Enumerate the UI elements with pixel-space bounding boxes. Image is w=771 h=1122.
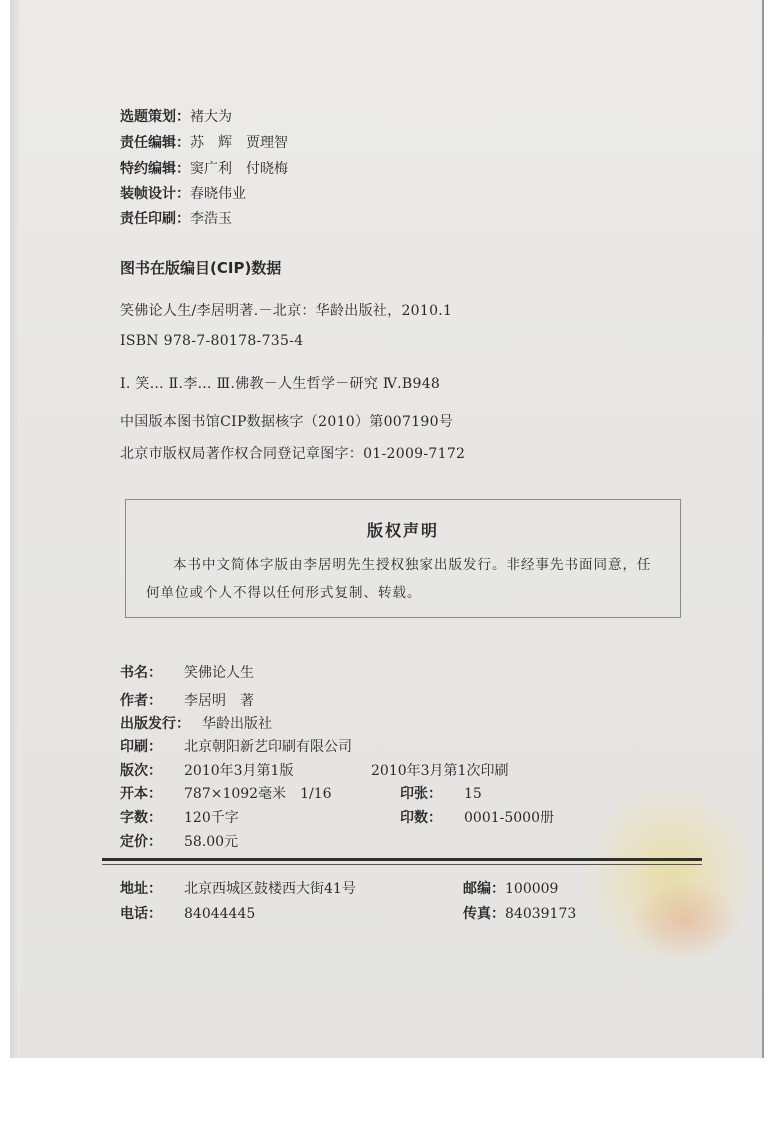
detail-book-name: 书名： 笑佛论人生 [120, 665, 254, 681]
contact-phone: 电话： 84044445 [120, 906, 256, 922]
contact-address: 地址： 北京西城区鼓楼西大街41号 [120, 881, 356, 897]
cip-line: 笑佛论人生/李居明著.－北京：华龄出版社，2010.1 [120, 303, 453, 319]
detail-price: 定价： 58.00元 [120, 834, 239, 850]
credit-printing: 责任印刷：李浩玉 [120, 211, 232, 227]
detail-printing: 2010年3月第1次印刷 [371, 763, 509, 779]
notice-title: 版权声明 [366, 521, 439, 540]
credit-special-editor: 特约编辑：窦广利 付晓梅 [120, 161, 288, 177]
credit-planner: 选题策划：褚大为 [120, 109, 232, 125]
paper-stain-red [630, 880, 740, 960]
divider-thick [102, 858, 702, 861]
credit-editor: 责任编辑：苏 辉 贾理智 [120, 135, 288, 151]
cip-title: 图书在版编目(CIP)数据 [120, 259, 282, 277]
classification: Ⅰ. 笑… Ⅱ.李… Ⅲ.佛教－人生哲学－研究 Ⅳ.B948 [120, 376, 441, 392]
contact-fax: 传真：84039173 [463, 906, 577, 922]
copyright-registration: 北京市版权局著作权合同登记章图字：01-2009-7172 [120, 446, 466, 462]
detail-words: 字数： 120千字 [120, 810, 239, 826]
detail-publisher: 出版发行： 华龄出版社 [120, 716, 272, 732]
detail-author: 作者： 李居明 著 [120, 693, 254, 709]
divider-thin [102, 864, 702, 865]
detail-print-run: 印数： 0001-5000册 [400, 810, 554, 826]
detail-sheets: 印张： 15 [400, 786, 482, 802]
isbn: ISBN 978-7-80178-735-4 [120, 333, 304, 349]
detail-printer: 印刷： 北京朝阳新艺印刷有限公司 [120, 739, 352, 755]
notice-text: 本书中文简体字版由李居明先生授权独家出版发行。非经事先书面同意，任何单位或个人不得以任何形式复制、转载。 [146, 557, 652, 601]
cip-approval: 中国版本图书馆CIP数据核字（2010）第007190号 [120, 414, 454, 430]
detail-edition: 版次： 2010年3月第1版 [120, 763, 294, 779]
copyright-notice-box [125, 499, 681, 618]
contact-postcode: 邮编：100009 [463, 881, 559, 897]
credit-designer: 装帧设计：春晓伟业 [120, 186, 246, 202]
detail-format: 开本： 787×1092毫米 1/16 [120, 786, 332, 802]
